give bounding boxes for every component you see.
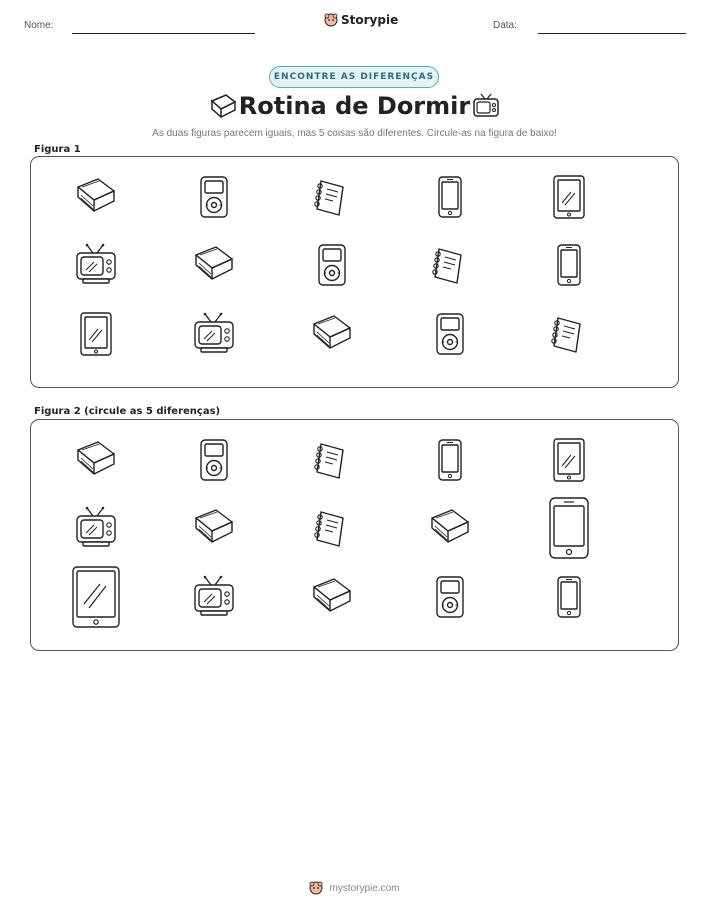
tv-icon <box>73 242 119 288</box>
figure1-cell[interactable] <box>292 299 372 369</box>
notebook-icon <box>309 506 355 550</box>
tv-icon <box>471 92 501 120</box>
tablet-icon <box>70 564 122 630</box>
figure2-cell[interactable] <box>410 562 490 632</box>
storypie-mascot-icon <box>324 13 338 27</box>
phone-icon <box>555 242 583 288</box>
ipod-icon <box>197 174 231 220</box>
figure1-cell[interactable] <box>292 230 372 300</box>
ipod-icon <box>433 574 467 620</box>
figure2-cell[interactable] <box>174 493 254 563</box>
book-icon <box>308 312 356 356</box>
tv-icon <box>73 505 119 551</box>
notebook-icon <box>427 243 473 287</box>
tablet-icon <box>551 436 587 484</box>
book-icon <box>426 506 474 550</box>
ipod-icon <box>197 437 231 483</box>
figure1-cell[interactable] <box>529 230 609 300</box>
notebook-icon <box>546 312 592 356</box>
book-icon <box>72 438 120 482</box>
figure2-cell[interactable] <box>174 562 254 632</box>
tv-icon <box>191 574 237 620</box>
figure2-cell[interactable] <box>174 425 254 495</box>
figure1-cell[interactable] <box>56 162 136 232</box>
figure1-cell[interactable] <box>56 299 136 369</box>
figure2-cell[interactable] <box>292 493 372 563</box>
date-line[interactable] <box>538 33 686 34</box>
figure1-cell[interactable] <box>174 230 254 300</box>
tablet-icon <box>551 173 587 221</box>
date-label: Data: <box>493 20 517 31</box>
figure1-label: Figura 1 <box>34 144 81 155</box>
figure2-cell[interactable] <box>529 562 609 632</box>
figure2-cell[interactable] <box>410 425 490 495</box>
tablet-icon <box>78 310 114 358</box>
name-label: Nome: <box>24 20 54 31</box>
notebook-icon <box>309 438 355 482</box>
figure2-cell[interactable] <box>529 493 609 563</box>
figure1-panel[interactable] <box>30 156 679 388</box>
book-icon <box>72 175 120 219</box>
brand-name: Storypie <box>341 13 399 27</box>
phone-icon <box>555 574 583 620</box>
page-title: Rotina de Dormir <box>238 92 471 120</box>
phone-icon <box>436 437 464 483</box>
book-icon <box>190 243 238 287</box>
figure1-cell[interactable] <box>410 230 490 300</box>
figure2-cell[interactable] <box>56 425 136 495</box>
figure1-cell[interactable] <box>410 299 490 369</box>
figure2-label: Figura 2 (circule as 5 diferenças) <box>34 406 221 417</box>
name-line[interactable] <box>72 33 255 34</box>
figure1-cell[interactable] <box>529 299 609 369</box>
figure1-cell[interactable] <box>56 230 136 300</box>
book-icon <box>190 506 238 550</box>
storypie-mascot-icon <box>309 881 323 895</box>
figure1-cell[interactable] <box>292 162 372 232</box>
notebook-icon <box>309 175 355 219</box>
figure2-cell[interactable] <box>56 493 136 563</box>
figure2-cell[interactable] <box>292 562 372 632</box>
figure2-cell[interactable] <box>529 425 609 495</box>
ipod-icon <box>433 311 467 357</box>
figure2-cell[interactable] <box>292 425 372 495</box>
phone-icon <box>436 174 464 220</box>
brand-logo <box>324 13 398 27</box>
figure1-cell[interactable] <box>174 299 254 369</box>
footer-site[interactable]: mystorypie.com <box>329 882 400 894</box>
tv-icon <box>191 311 237 357</box>
activity-badge <box>269 66 439 88</box>
figure2-panel[interactable] <box>30 419 679 651</box>
instructions: As duas figuras parecem iguais, mas 5 coisas são diferentes. Circule-as na figura de baixo! <box>152 128 557 139</box>
footer <box>0 881 709 895</box>
figure2-cell[interactable] <box>410 493 490 563</box>
figure2-cell[interactable] <box>56 562 136 632</box>
figure1-cell[interactable] <box>529 162 609 232</box>
phone-icon <box>547 495 591 561</box>
figure1-cell[interactable] <box>174 162 254 232</box>
book-icon <box>308 575 356 619</box>
ipod-icon <box>315 242 349 288</box>
figure1-cell[interactable] <box>410 162 490 232</box>
activity-badge-text: ENCONTRE AS DIFERENÇAS <box>273 72 435 82</box>
